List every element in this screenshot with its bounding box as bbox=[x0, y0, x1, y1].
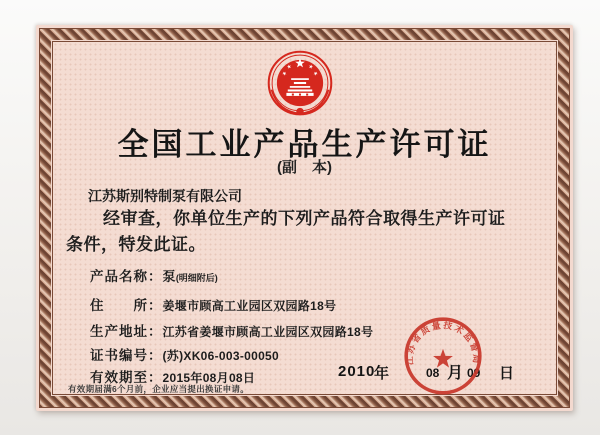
field-certificate-number bbox=[90, 344, 279, 365]
field-product-name bbox=[90, 265, 218, 286]
statement-line1: 经审查，你单位生产的下列产品符合取得生产许可证 bbox=[103, 209, 506, 228]
field-value: 2015年08月08日 bbox=[162, 371, 256, 385]
field-note: (明细附后) bbox=[175, 273, 218, 283]
seal-text: 江苏省质量技术监督局 bbox=[404, 319, 482, 366]
issue-day-unit: 日 bbox=[499, 365, 515, 382]
certificate-subtitle: (副 本) bbox=[277, 159, 332, 176]
field-label: 生产地址： bbox=[90, 324, 163, 339]
field-value: 江苏省姜堰市顾高工业园区双园路18号 bbox=[162, 325, 374, 339]
official-seal-icon bbox=[403, 316, 483, 396]
field-label: 产品名称： bbox=[90, 269, 163, 284]
issue-month: 08 bbox=[426, 366, 440, 380]
field-label: 有效期至： bbox=[90, 370, 163, 385]
company-name: 江苏斯别特制泵有限公司 bbox=[88, 188, 242, 204]
statement-line2: 条件，特发此证。 bbox=[66, 235, 206, 254]
issue-year-unit: 年 bbox=[374, 365, 390, 382]
issue-year: 2010 bbox=[338, 363, 376, 380]
field-label: 住 所： bbox=[90, 298, 163, 313]
field-value: 泵 bbox=[162, 269, 176, 284]
license-certificate bbox=[36, 25, 573, 411]
issue-month-unit: 月 bbox=[447, 365, 464, 382]
field-production-address bbox=[90, 320, 373, 341]
national-emblem-icon bbox=[266, 47, 334, 119]
certificate-title: 全国工业产品生产许可证 bbox=[117, 127, 492, 162]
field-address bbox=[90, 294, 336, 315]
field-label: 证书编号： bbox=[90, 348, 163, 363]
certificate-content bbox=[36, 25, 573, 411]
issue-day: 09 bbox=[467, 366, 481, 380]
field-value: (苏)XK06-003-00050 bbox=[162, 349, 279, 363]
field-value: 姜堰市顾高工业园区双园路18号 bbox=[162, 299, 337, 313]
renewal-footnote: 有效期届满6个月前，企业应当提出换证申请。 bbox=[68, 384, 250, 394]
